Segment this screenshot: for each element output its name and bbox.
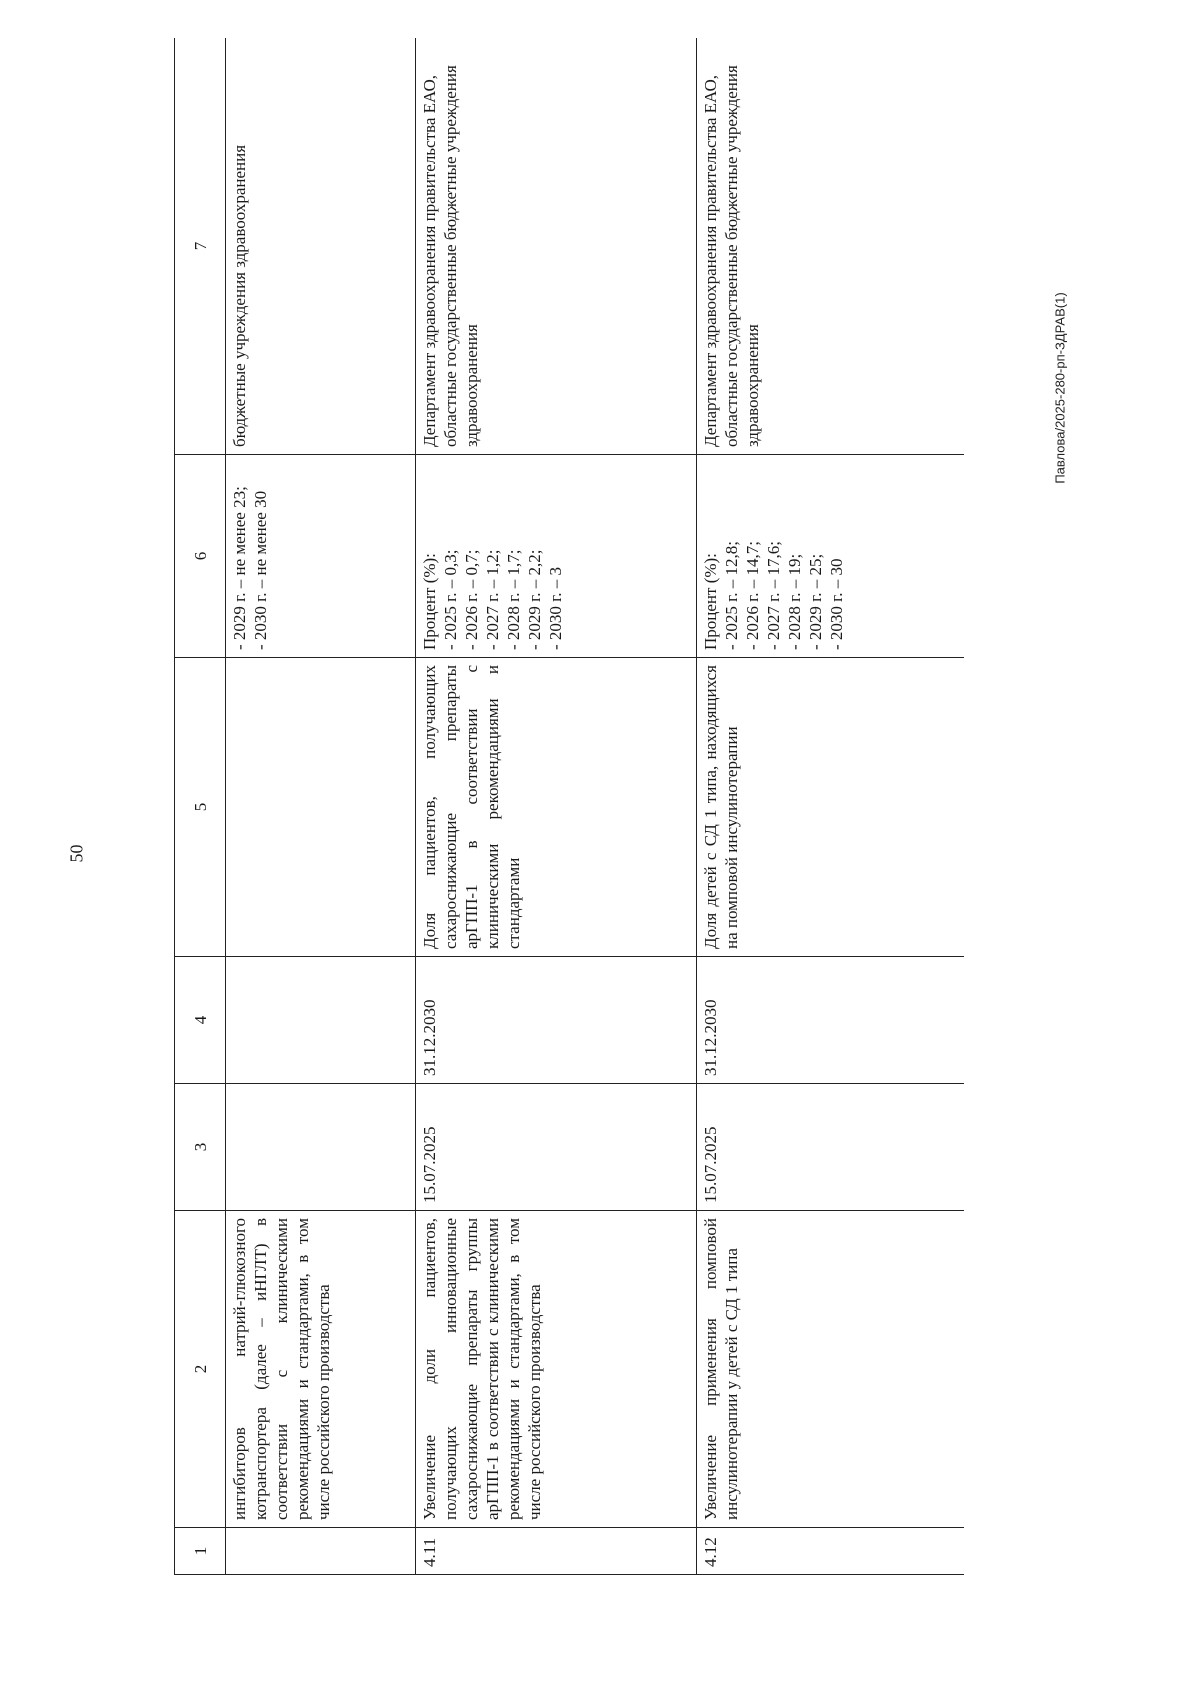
end-date: 31.12.2030 <box>697 957 965 1084</box>
table-row <box>697 38 965 1575</box>
value-line: - 2030 г. – 30 <box>827 558 846 650</box>
start-date: 15.07.2025 <box>416 1084 697 1211</box>
value-line: - 2029 г. – 25; <box>806 553 825 650</box>
value-line: - 2027 г. – 1,2; <box>483 549 502 650</box>
indicator: Доля пациентов, получающих сахароснижающие препараты арГПП-1 в соответствии с клиническими рекомендациями и стандартами <box>416 658 697 957</box>
table-header-row <box>175 38 226 1575</box>
measures-table <box>174 38 964 1575</box>
value-line: - 2030 г. – не менее 30 <box>251 490 270 650</box>
value-line: - 2030 г. – 3 <box>546 567 565 650</box>
indicator-values <box>697 455 965 658</box>
column-header: 1 <box>175 1528 226 1575</box>
value-line: - 2026 г. – 14,7; <box>743 541 762 650</box>
start-date <box>226 1084 416 1211</box>
measure-name: Увеличение доли пациентов, получающих инновационные сахароснижающие препараты группы арГПП-1 в соответствии с клиническими рекомендациями и стандартами, в том числе российского производства <box>416 1211 697 1528</box>
indicator: Доля детей с СД 1 типа, находящихся на помповой инсулинотерапии <box>697 658 965 957</box>
value-line: - 2025 г. – 12,8; <box>722 541 741 650</box>
value-line: - 2028 г. – 19; <box>785 553 804 650</box>
responsible: Департамент здравоохранения правительства ЕАО, областные государственные бюджетные учреждения здравоохранения <box>697 38 965 455</box>
measure-name: ингибиторов натрий-глюкозного котранспортера (далее – иНГЛТ) в соответствии с клиническими рекомендациями и стандартами, в том числе российского производства <box>226 1211 416 1528</box>
column-header: 4 <box>175 957 226 1084</box>
responsible: Департамент здравоохранения правительства ЕАО, областные государственные бюджетные учреждения здравоохранения <box>416 38 697 455</box>
indicator-values <box>416 455 697 658</box>
row-number: 4.11 <box>416 1528 697 1575</box>
value-line: - 2025 г. – 0,3; <box>441 549 460 650</box>
row-number: 4.12 <box>697 1528 965 1575</box>
responsible: бюджетные учреждения здравоохранения <box>226 38 416 455</box>
value-line: - 2026 г. – 0,7; <box>462 549 481 650</box>
value-line: - 2029 г. – не менее 23; <box>230 486 249 650</box>
table-container <box>174 38 964 1575</box>
value-line: Процент (%): <box>701 553 720 650</box>
table-row <box>226 38 416 1575</box>
end-date <box>226 957 416 1084</box>
column-header: 6 <box>175 455 226 658</box>
table-row <box>416 38 697 1575</box>
measure-name: Увеличение применения помповой инсулинотерапии у детей с СД 1 типа <box>697 1211 965 1528</box>
indicator-values <box>226 455 416 658</box>
column-header: 3 <box>175 1084 226 1211</box>
row-number <box>226 1528 416 1575</box>
indicator <box>226 658 416 957</box>
document-code-text: Павлова/2025-280-рп-ЗДРАВ(1) <box>1052 292 1068 484</box>
column-header: 5 <box>175 658 226 957</box>
start-date: 15.07.2025 <box>697 1084 965 1211</box>
value-line: - 2029 г. – 2,2; <box>525 549 544 650</box>
column-header: 7 <box>175 38 226 455</box>
page-number: 50 <box>66 844 87 863</box>
column-header: 2 <box>175 1211 226 1528</box>
value-line: Процент (%): <box>420 553 439 650</box>
value-line: - 2028 г. – 1,7; <box>504 549 523 650</box>
value-line: - 2027 г. – 17,6; <box>764 541 783 650</box>
end-date: 31.12.2030 <box>416 957 697 1084</box>
